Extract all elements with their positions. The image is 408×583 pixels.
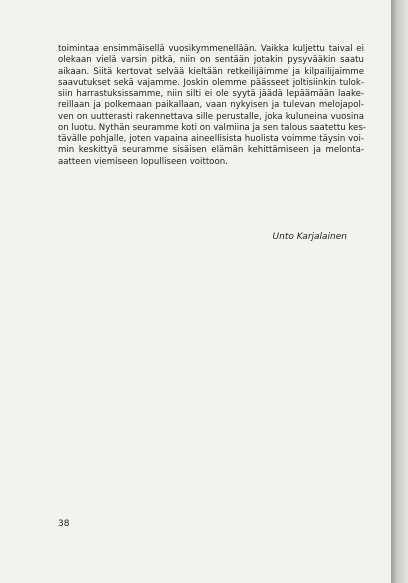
text-line: reillaan ja polkemaan paikallaan, vaan nykyisen ja tulevan melojapol-: [58, 100, 364, 111]
text-line: toimintaa ensimmäisellä vuosikymmenellään. Vaikka kuljettu taival ei: [58, 44, 364, 54]
text-line: min keskittyä seuramme sisäisen elämän kehittämiseen ja melonta-: [58, 145, 364, 156]
body-paragraph: [58, 44, 364, 168]
text-line: on luotu. Nythän seuramme koti on valmiina ja sen talous saatettu kes-: [58, 122, 366, 133]
text-line: tävälle pohjalle, joten vapaina aineellisista huolista voimme täysin voi-: [58, 134, 364, 144]
text-line: saavutukset sekä vajamme. Joskin olemme päässeet joltisiinkin tulok-: [58, 77, 364, 88]
author-signature: Unto Karjalainen: [272, 232, 347, 242]
page-number: 38: [58, 519, 70, 529]
text-line: siin harrastuksissamme, niin silti ei ole syytä jäädä lepäämään laake-: [58, 89, 364, 99]
text-line: aatteen viemiseen lopulliseen voittoon.: [58, 156, 228, 167]
text-line: aikaan. Siitä kertovat selvää kieltään retkeilijäimme ja kilpailijaimme: [58, 66, 364, 77]
text-line: ven on uutterasti rakennettava sille perustalle, joka kuluneina vuosina: [58, 111, 364, 122]
binding-edge: [391, 0, 408, 583]
text-line: olekaan vielä varsin pitkä, niin on sentään jotakin pysyvääkin saatu: [58, 55, 364, 66]
